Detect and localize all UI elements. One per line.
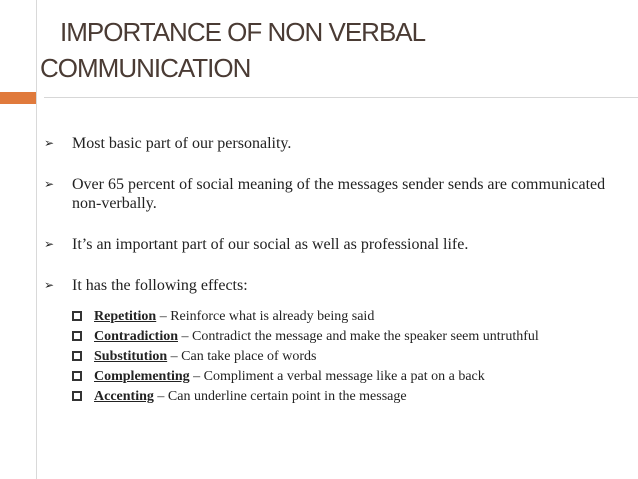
arrowhead-bullet-icon: ➢ — [44, 136, 55, 150]
effect-description: – Contradict the message and make the speaker seem untruthful — [178, 329, 539, 344]
effect-item — [70, 308, 590, 325]
bullet-item — [44, 235, 624, 254]
effect-item — [70, 328, 590, 345]
slide-title — [40, 14, 620, 86]
effect-item — [70, 368, 590, 385]
effect-description: – Reinforce what is already being said — [156, 309, 375, 324]
effect-item — [70, 348, 590, 365]
bullet-text: Over 65 percent of social meaning of the messages sender sends are communicated non-verbally. — [72, 176, 606, 212]
effect-term: Complementing — [94, 369, 190, 384]
title-line-1: IMPORTANCE OF NON VERBAL — [60, 17, 426, 47]
square-bullet-icon — [72, 351, 82, 361]
bullet-text: It has the following effects: — [72, 277, 248, 294]
effect-term: Repetition — [94, 309, 157, 324]
effect-term: Accenting — [94, 389, 154, 404]
arrowhead-bullet-icon: ➢ — [44, 177, 55, 191]
bullet-item — [44, 276, 624, 295]
square-bullet-icon — [72, 371, 82, 381]
square-bullet-icon — [72, 391, 82, 401]
bullet-text: It’s an important part of our social as well as professional life. — [72, 236, 469, 253]
effect-item — [70, 388, 590, 405]
bullet-item — [44, 134, 624, 153]
effect-term: Substitution — [94, 349, 168, 364]
effect-description: – Compliment a verbal message like a pat on a back — [189, 369, 485, 384]
bullet-list — [44, 134, 624, 317]
title-divider — [44, 97, 638, 98]
effects-list — [70, 308, 590, 408]
bullet-text: Most basic part of our personality. — [72, 135, 292, 152]
accent-bar — [0, 92, 36, 104]
arrowhead-bullet-icon: ➢ — [44, 237, 55, 251]
effect-term: Contradiction — [94, 329, 178, 344]
left-rule — [36, 0, 37, 479]
effect-description: – Can take place of words — [167, 349, 317, 364]
bullet-item — [44, 175, 624, 213]
square-bullet-icon — [72, 311, 82, 321]
square-bullet-icon — [72, 331, 82, 341]
effect-description: – Can underline certain point in the message — [153, 389, 407, 404]
title-line-2: COMMUNICATION — [40, 53, 251, 83]
arrowhead-bullet-icon: ➢ — [44, 278, 55, 292]
